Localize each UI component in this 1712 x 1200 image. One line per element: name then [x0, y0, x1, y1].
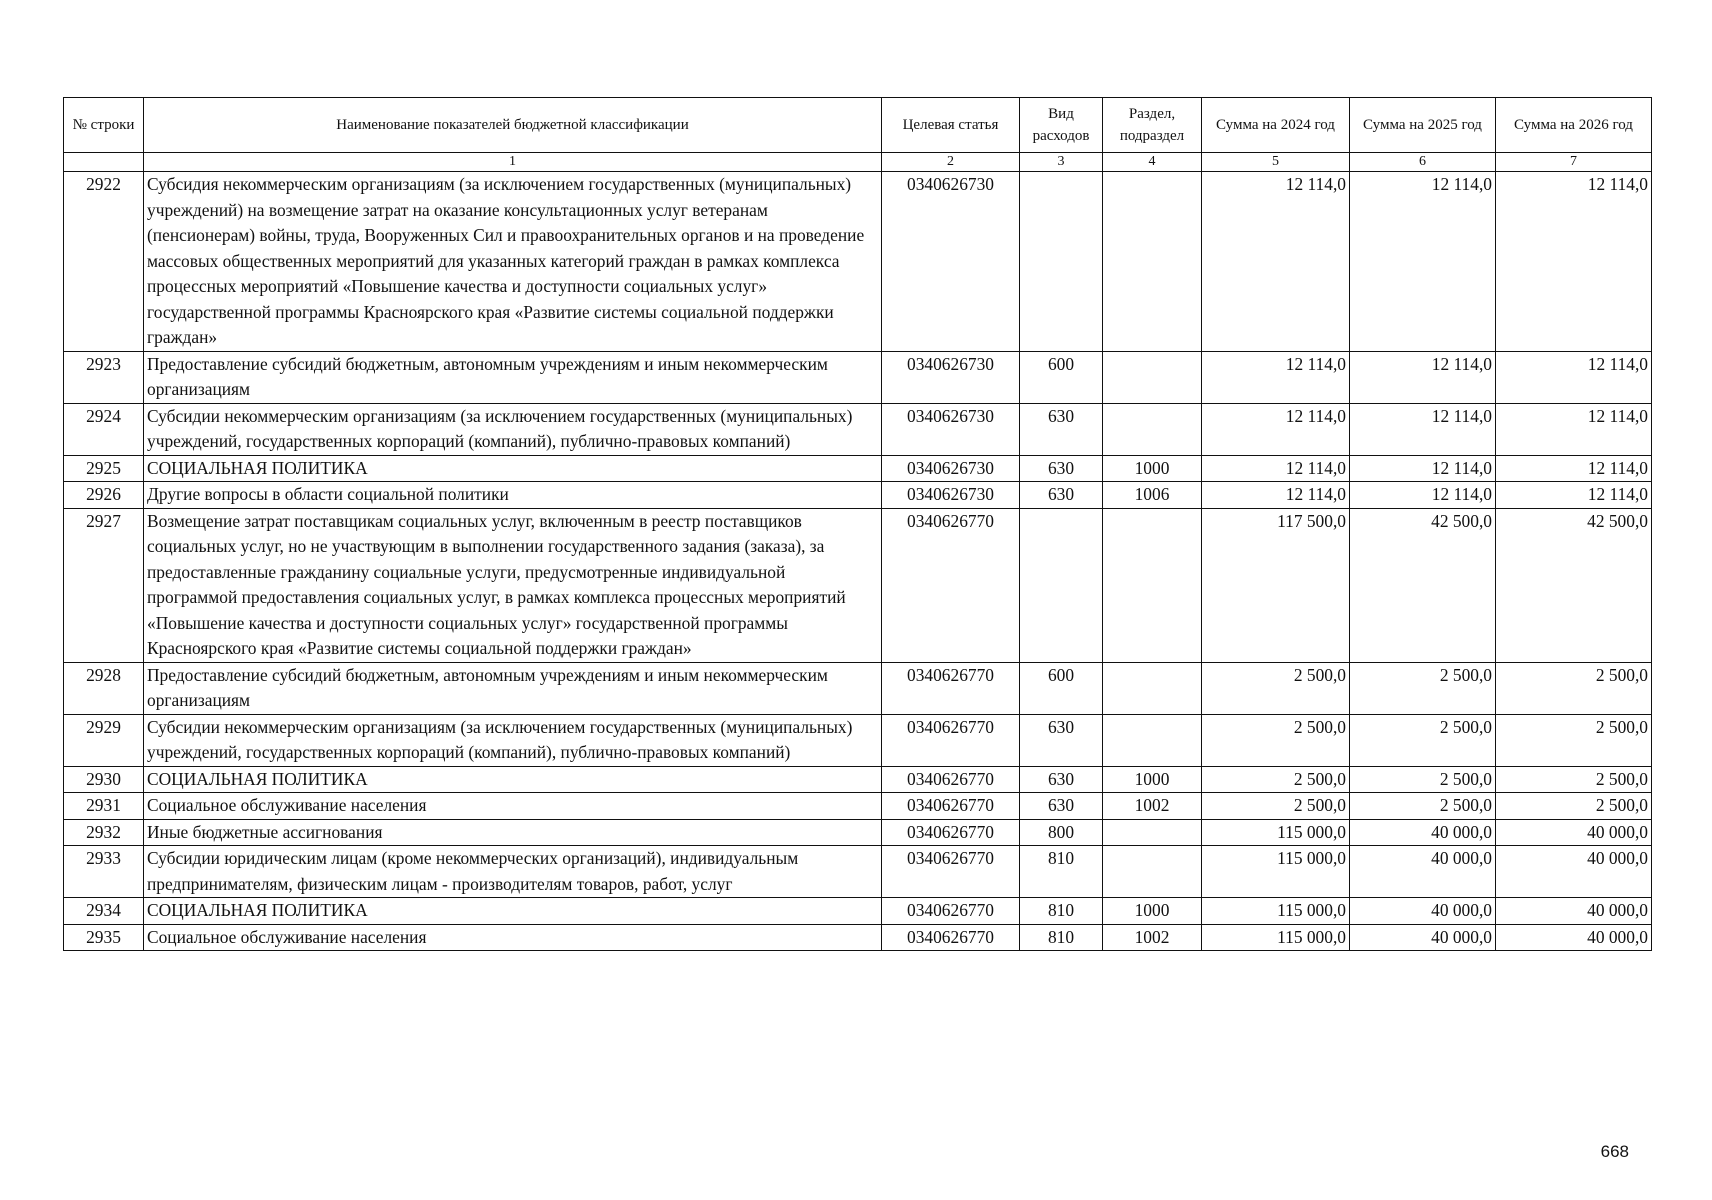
- cell-section: 1000: [1103, 898, 1202, 925]
- cell-section: [1103, 662, 1202, 714]
- table-row: [64, 508, 1652, 662]
- cell-sum-2026: 40 000,0: [1496, 846, 1652, 898]
- cell-expense-type: 630: [1020, 766, 1103, 793]
- cell-sum-2024: 115 000,0: [1202, 819, 1350, 846]
- cell-name: Социальное обслуживание населения: [144, 924, 882, 951]
- cell-sum-2025: 42 500,0: [1350, 508, 1496, 662]
- column-numbers-row: [64, 153, 1652, 172]
- header-row-number: № строки: [64, 98, 144, 153]
- cell-name: Социальное обслуживание населения: [144, 793, 882, 820]
- cell-expense-type: 630: [1020, 714, 1103, 766]
- cell-target-article: 0340626730: [882, 351, 1020, 403]
- cell-section: [1103, 714, 1202, 766]
- cell-name: СОЦИАЛЬНАЯ ПОЛИТИКА: [144, 455, 882, 482]
- cell-sum-2025: 12 114,0: [1350, 351, 1496, 403]
- table-body: [64, 172, 1652, 951]
- cell-sum-2026: 42 500,0: [1496, 508, 1652, 662]
- cell-name: Субсидия некоммерческим организациям (за исключением государственных (муниципальных) учреждений) на возмещение затрат на оказание консультационных услуг ветеранам (пенсионерам) войны, труда, Вооруженных Сил и правоохранительных органов и на проведение массовых общественных мероприятий для указанных категорий граждан в рамках комплекса процессных мероприятий «Повышение качества и доступности социальных услуг» государственной программы Красноярского края «Развитие системы социальной поддержки граждан»: [144, 172, 882, 352]
- cell-row-number: 2922: [64, 172, 144, 352]
- cell-sum-2024: 12 114,0: [1202, 172, 1350, 352]
- column-number: 7: [1496, 153, 1652, 172]
- cell-expense-type: 630: [1020, 793, 1103, 820]
- cell-sum-2025: 2 500,0: [1350, 793, 1496, 820]
- cell-sum-2024: 115 000,0: [1202, 846, 1350, 898]
- cell-sum-2024: 12 114,0: [1202, 403, 1350, 455]
- cell-sum-2024: 115 000,0: [1202, 924, 1350, 951]
- cell-row-number: 2926: [64, 482, 144, 509]
- cell-row-number: 2925: [64, 455, 144, 482]
- cell-expense-type: 600: [1020, 351, 1103, 403]
- cell-expense-type: 630: [1020, 455, 1103, 482]
- cell-row-number: 2928: [64, 662, 144, 714]
- header-sum-2025: Сумма на 2025 год: [1350, 98, 1496, 153]
- cell-sum-2025: 12 114,0: [1350, 482, 1496, 509]
- cell-sum-2026: 40 000,0: [1496, 898, 1652, 925]
- cell-sum-2025: 40 000,0: [1350, 898, 1496, 925]
- cell-sum-2024: 12 114,0: [1202, 482, 1350, 509]
- header-target-article: Целевая статья: [882, 98, 1020, 153]
- cell-sum-2024: 2 500,0: [1202, 793, 1350, 820]
- page-number: 668: [1600, 1142, 1629, 1161]
- table-row: [64, 819, 1652, 846]
- cell-expense-type: [1020, 172, 1103, 352]
- table-row: [64, 766, 1652, 793]
- cell-name: Другие вопросы в области социальной политики: [144, 482, 882, 509]
- header-expense-type: Вид расходов: [1020, 98, 1103, 153]
- cell-sum-2024: 2 500,0: [1202, 714, 1350, 766]
- cell-expense-type: 630: [1020, 403, 1103, 455]
- cell-sum-2025: 40 000,0: [1350, 924, 1496, 951]
- cell-target-article: 0340626770: [882, 766, 1020, 793]
- cell-sum-2025: 12 114,0: [1350, 403, 1496, 455]
- cell-sum-2024: 117 500,0: [1202, 508, 1350, 662]
- header-name: Наименование показателей бюджетной классификации: [144, 98, 882, 153]
- cell-sum-2026: 12 114,0: [1496, 482, 1652, 509]
- cell-row-number: 2933: [64, 846, 144, 898]
- cell-sum-2024: 2 500,0: [1202, 662, 1350, 714]
- cell-target-article: 0340626770: [882, 924, 1020, 951]
- cell-section: [1103, 508, 1202, 662]
- cell-name: Предоставление субсидий бюджетным, автономным учреждениям и иным некоммерческим организациям: [144, 662, 882, 714]
- cell-expense-type: [1020, 508, 1103, 662]
- cell-section: 1000: [1103, 766, 1202, 793]
- cell-target-article: 0340626730: [882, 455, 1020, 482]
- cell-row-number: 2931: [64, 793, 144, 820]
- cell-target-article: 0340626770: [882, 508, 1020, 662]
- header-sum-2026: Сумма на 2026 год: [1496, 98, 1652, 153]
- cell-name: Субсидии юридическим лицам (кроме некоммерческих организаций), индивидуальным предпринимателям, физическим лицам - производителям товаров, работ, услуг: [144, 846, 882, 898]
- cell-expense-type: 810: [1020, 898, 1103, 925]
- cell-sum-2025: 12 114,0: [1350, 172, 1496, 352]
- cell-expense-type: 600: [1020, 662, 1103, 714]
- cell-sum-2024: 115 000,0: [1202, 898, 1350, 925]
- table-row: [64, 924, 1652, 951]
- cell-sum-2026: 2 500,0: [1496, 662, 1652, 714]
- cell-section: [1103, 403, 1202, 455]
- cell-row-number: 2930: [64, 766, 144, 793]
- cell-expense-type: 630: [1020, 482, 1103, 509]
- header-section: Раздел, подраздел: [1103, 98, 1202, 153]
- table-row: [64, 714, 1652, 766]
- cell-row-number: 2929: [64, 714, 144, 766]
- cell-sum-2026: 40 000,0: [1496, 819, 1652, 846]
- cell-row-number: 2934: [64, 898, 144, 925]
- cell-section: [1103, 172, 1202, 352]
- cell-name: Иные бюджетные ассигнования: [144, 819, 882, 846]
- cell-sum-2026: 12 114,0: [1496, 455, 1652, 482]
- cell-sum-2024: 12 114,0: [1202, 455, 1350, 482]
- cell-name: Предоставление субсидий бюджетным, автономным учреждениям и иным некоммерческим организациям: [144, 351, 882, 403]
- table-row: [64, 403, 1652, 455]
- cell-target-article: 0340626730: [882, 403, 1020, 455]
- cell-row-number: 2923: [64, 351, 144, 403]
- cell-expense-type: 810: [1020, 846, 1103, 898]
- cell-sum-2026: 2 500,0: [1496, 714, 1652, 766]
- table-row: [64, 455, 1652, 482]
- column-number: 4: [1103, 153, 1202, 172]
- table-row: [64, 898, 1652, 925]
- cell-name: Субсидии некоммерческим организациям (за исключением государственных (муниципальных) учреждений, государственных корпораций (компаний), публично-правовых компаний): [144, 403, 882, 455]
- cell-sum-2026: 2 500,0: [1496, 793, 1652, 820]
- cell-sum-2025: 40 000,0: [1350, 846, 1496, 898]
- cell-section: [1103, 819, 1202, 846]
- cell-target-article: 0340626770: [882, 819, 1020, 846]
- table-row: [64, 351, 1652, 403]
- cell-section: 1002: [1103, 924, 1202, 951]
- table-row: [64, 172, 1652, 352]
- cell-sum-2026: 12 114,0: [1496, 403, 1652, 455]
- cell-sum-2026: 12 114,0: [1496, 351, 1652, 403]
- budget-classification-table: [63, 97, 1652, 951]
- cell-target-article: 0340626770: [882, 846, 1020, 898]
- table-row: [64, 662, 1652, 714]
- column-number: 1: [144, 153, 882, 172]
- cell-target-article: 0340626730: [882, 482, 1020, 509]
- cell-expense-type: 810: [1020, 924, 1103, 951]
- table-row: [64, 793, 1652, 820]
- cell-section: 1006: [1103, 482, 1202, 509]
- cell-target-article: 0340626770: [882, 793, 1020, 820]
- table-row: [64, 482, 1652, 509]
- table-row: [64, 846, 1652, 898]
- cell-section: [1103, 351, 1202, 403]
- table-header-row: [64, 98, 1652, 153]
- cell-target-article: 0340626770: [882, 898, 1020, 925]
- cell-target-article: 0340626770: [882, 714, 1020, 766]
- cell-sum-2025: 2 500,0: [1350, 662, 1496, 714]
- cell-target-article: 0340626770: [882, 662, 1020, 714]
- cell-name: СОЦИАЛЬНАЯ ПОЛИТИКА: [144, 898, 882, 925]
- cell-name: Субсидии некоммерческим организациям (за исключением государственных (муниципальных) учреждений, государственных корпораций (компаний), публично-правовых компаний): [144, 714, 882, 766]
- column-number: [64, 153, 144, 172]
- column-number: 5: [1202, 153, 1350, 172]
- column-number: 3: [1020, 153, 1103, 172]
- cell-row-number: 2935: [64, 924, 144, 951]
- cell-sum-2025: 40 000,0: [1350, 819, 1496, 846]
- cell-name: СОЦИАЛЬНАЯ ПОЛИТИКА: [144, 766, 882, 793]
- cell-sum-2025: 12 114,0: [1350, 455, 1496, 482]
- cell-row-number: 2924: [64, 403, 144, 455]
- cell-sum-2024: 12 114,0: [1202, 351, 1350, 403]
- cell-section: [1103, 846, 1202, 898]
- cell-row-number: 2932: [64, 819, 144, 846]
- cell-sum-2025: 2 500,0: [1350, 714, 1496, 766]
- cell-sum-2026: 12 114,0: [1496, 172, 1652, 352]
- cell-sum-2025: 2 500,0: [1350, 766, 1496, 793]
- cell-section: 1000: [1103, 455, 1202, 482]
- cell-sum-2026: 40 000,0: [1496, 924, 1652, 951]
- cell-row-number: 2927: [64, 508, 144, 662]
- cell-sum-2026: 2 500,0: [1496, 766, 1652, 793]
- column-number: 6: [1350, 153, 1496, 172]
- header-sum-2024: Сумма на 2024 год: [1202, 98, 1350, 153]
- cell-target-article: 0340626730: [882, 172, 1020, 352]
- cell-section: 1002: [1103, 793, 1202, 820]
- cell-sum-2024: 2 500,0: [1202, 766, 1350, 793]
- cell-expense-type: 800: [1020, 819, 1103, 846]
- column-number: 2: [882, 153, 1020, 172]
- cell-name: Возмещение затрат поставщикам социальных услуг, включенным в реестр поставщиков социальных услуг, но не участвующим в выполнении государственного задания (заказа), за предоставленные гражданину социальные услуги, предусмотренные индивидуальной программой предоставления социальных услуг, в рамках комплекса процессных мероприятий «Повышение качества и доступности социальных услуг» государственной программы Красноярского края «Развитие системы социальной поддержки граждан»: [144, 508, 882, 662]
